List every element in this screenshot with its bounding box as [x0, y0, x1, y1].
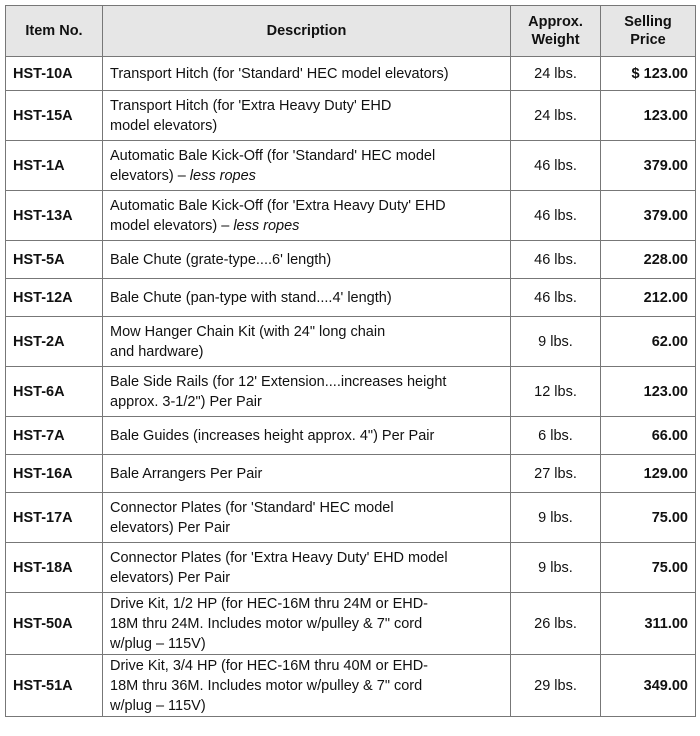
description-line: 18M thru 24M. Includes motor w/pulley & 7" cord — [110, 615, 423, 632]
description-line: Bale Guides (increases height approx. 4") Per Pair — [110, 427, 435, 444]
description-line: elevators) Per Pair — [110, 519, 231, 536]
header-description: Description — [103, 6, 511, 57]
selling-price: 129.00 — [601, 455, 696, 493]
parts-price-table — [5, 5, 696, 717]
description-line: Bale Chute (grate-type....6' length) — [110, 251, 332, 268]
selling-price: 123.00 — [601, 367, 696, 417]
table-row — [6, 493, 696, 543]
item-number: HST-16A — [6, 455, 103, 493]
description-cell — [103, 141, 511, 191]
description-cell — [103, 279, 511, 317]
selling-price: 123.00 — [601, 91, 696, 141]
table-row — [6, 417, 696, 455]
approx-weight: 24 lbs. — [511, 57, 601, 91]
approx-weight: 29 lbs. — [511, 655, 601, 717]
item-number: HST-18A — [6, 543, 103, 593]
description-cell — [103, 367, 511, 417]
description-line: w/plug – 115V) — [110, 697, 206, 714]
item-number: HST-7A — [6, 417, 103, 455]
description-cell — [103, 455, 511, 493]
header-price — [601, 6, 696, 57]
selling-price: 311.00 — [601, 593, 696, 655]
description-line: 18M thru 36M. Includes motor w/pulley & 7" cord — [110, 677, 423, 694]
description-line: Bale Arrangers Per Pair — [110, 465, 263, 482]
table-row — [6, 191, 696, 241]
selling-price: 75.00 — [601, 543, 696, 593]
item-number: HST-10A — [6, 57, 103, 91]
description-cell — [103, 241, 511, 279]
description-cell — [103, 317, 511, 367]
approx-weight: 46 lbs. — [511, 241, 601, 279]
selling-price: 379.00 — [601, 191, 696, 241]
description-line: model elevators) — [110, 117, 218, 134]
description-cell — [103, 655, 511, 717]
table-row — [6, 455, 696, 493]
description-line: Automatic Bale Kick-Off (for 'Standard' HEC model — [110, 147, 436, 164]
description-cell — [103, 191, 511, 241]
header-weight-line1: Approx. — [528, 14, 583, 30]
description-cell — [103, 543, 511, 593]
selling-price: 379.00 — [601, 141, 696, 191]
description-note: less ropes — [189, 167, 256, 184]
item-number: HST-2A — [6, 317, 103, 367]
table-row — [6, 593, 696, 655]
selling-price: 75.00 — [601, 493, 696, 543]
header-weight-line2: Weight — [531, 32, 580, 48]
approx-weight: 12 lbs. — [511, 367, 601, 417]
item-number: HST-13A — [6, 191, 103, 241]
description-line: elevators) Per Pair — [110, 569, 231, 586]
description-line: Automatic Bale Kick-Off (for 'Extra Heavy Duty' EHD — [110, 197, 446, 214]
description-line: Bale Side Rails (for 12' Extension....increases height — [110, 373, 447, 390]
description-cell — [103, 493, 511, 543]
approx-weight: 9 lbs. — [511, 317, 601, 367]
description-line: Mow Hanger Chain Kit (with 24" long chain — [110, 323, 386, 340]
description-line: and hardware) — [110, 343, 204, 360]
header-item-no: Item No. — [6, 6, 103, 57]
table-row — [6, 317, 696, 367]
table-row — [6, 655, 696, 717]
item-number: HST-1A — [6, 141, 103, 191]
approx-weight: 9 lbs. — [511, 493, 601, 543]
description-cell — [103, 417, 511, 455]
table-row — [6, 141, 696, 191]
item-number: HST-15A — [6, 91, 103, 141]
approx-weight: 6 lbs. — [511, 417, 601, 455]
item-number: HST-6A — [6, 367, 103, 417]
item-number: HST-5A — [6, 241, 103, 279]
selling-price: 66.00 — [601, 417, 696, 455]
description-line: Bale Chute (pan-type with stand....4' length) — [110, 289, 392, 306]
description-note: less ropes — [233, 217, 300, 234]
description-line: w/plug – 115V) — [110, 635, 206, 652]
table-row — [6, 91, 696, 141]
approx-weight: 9 lbs. — [511, 543, 601, 593]
description-line: model elevators) – — [110, 217, 230, 234]
selling-price: 62.00 — [601, 317, 696, 367]
selling-price: 349.00 — [601, 655, 696, 717]
table-row — [6, 57, 696, 91]
selling-price: 212.00 — [601, 279, 696, 317]
table-row — [6, 279, 696, 317]
item-number: HST-50A — [6, 593, 103, 655]
approx-weight: 46 lbs. — [511, 141, 601, 191]
header-weight — [511, 6, 601, 57]
approx-weight: 24 lbs. — [511, 91, 601, 141]
description-cell — [103, 91, 511, 141]
item-number: HST-12A — [6, 279, 103, 317]
description-line: elevators) – — [110, 167, 186, 184]
description-line: approx. 3-1/2") Per Pair — [110, 393, 262, 410]
table-row — [6, 543, 696, 593]
header-price-line1: Selling — [624, 14, 672, 30]
table-row — [6, 241, 696, 279]
selling-price: 228.00 — [601, 241, 696, 279]
description-line: Transport Hitch (for 'Extra Heavy Duty' EHD — [110, 97, 392, 114]
selling-price: $ 123.00 — [601, 57, 696, 91]
description-line: Connector Plates (for 'Standard' HEC model — [110, 499, 394, 516]
table-row — [6, 367, 696, 417]
header-price-line2: Price — [630, 32, 666, 48]
approx-weight: 46 lbs. — [511, 191, 601, 241]
header-row — [6, 6, 696, 57]
description-line: Drive Kit, 1/2 HP (for HEC-16M thru 24M or EHD- — [110, 595, 429, 612]
approx-weight: 26 lbs. — [511, 593, 601, 655]
description-line: Connector Plates (for 'Extra Heavy Duty' EHD model — [110, 549, 448, 566]
description-line: Transport Hitch (for 'Standard' HEC model elevators) — [110, 65, 449, 82]
description-cell — [103, 593, 511, 655]
item-number: HST-51A — [6, 655, 103, 717]
approx-weight: 27 lbs. — [511, 455, 601, 493]
item-number: HST-17A — [6, 493, 103, 543]
description-line: Drive Kit, 3/4 HP (for HEC-16M thru 40M or EHD- — [110, 657, 429, 674]
approx-weight: 46 lbs. — [511, 279, 601, 317]
description-cell — [103, 57, 511, 91]
